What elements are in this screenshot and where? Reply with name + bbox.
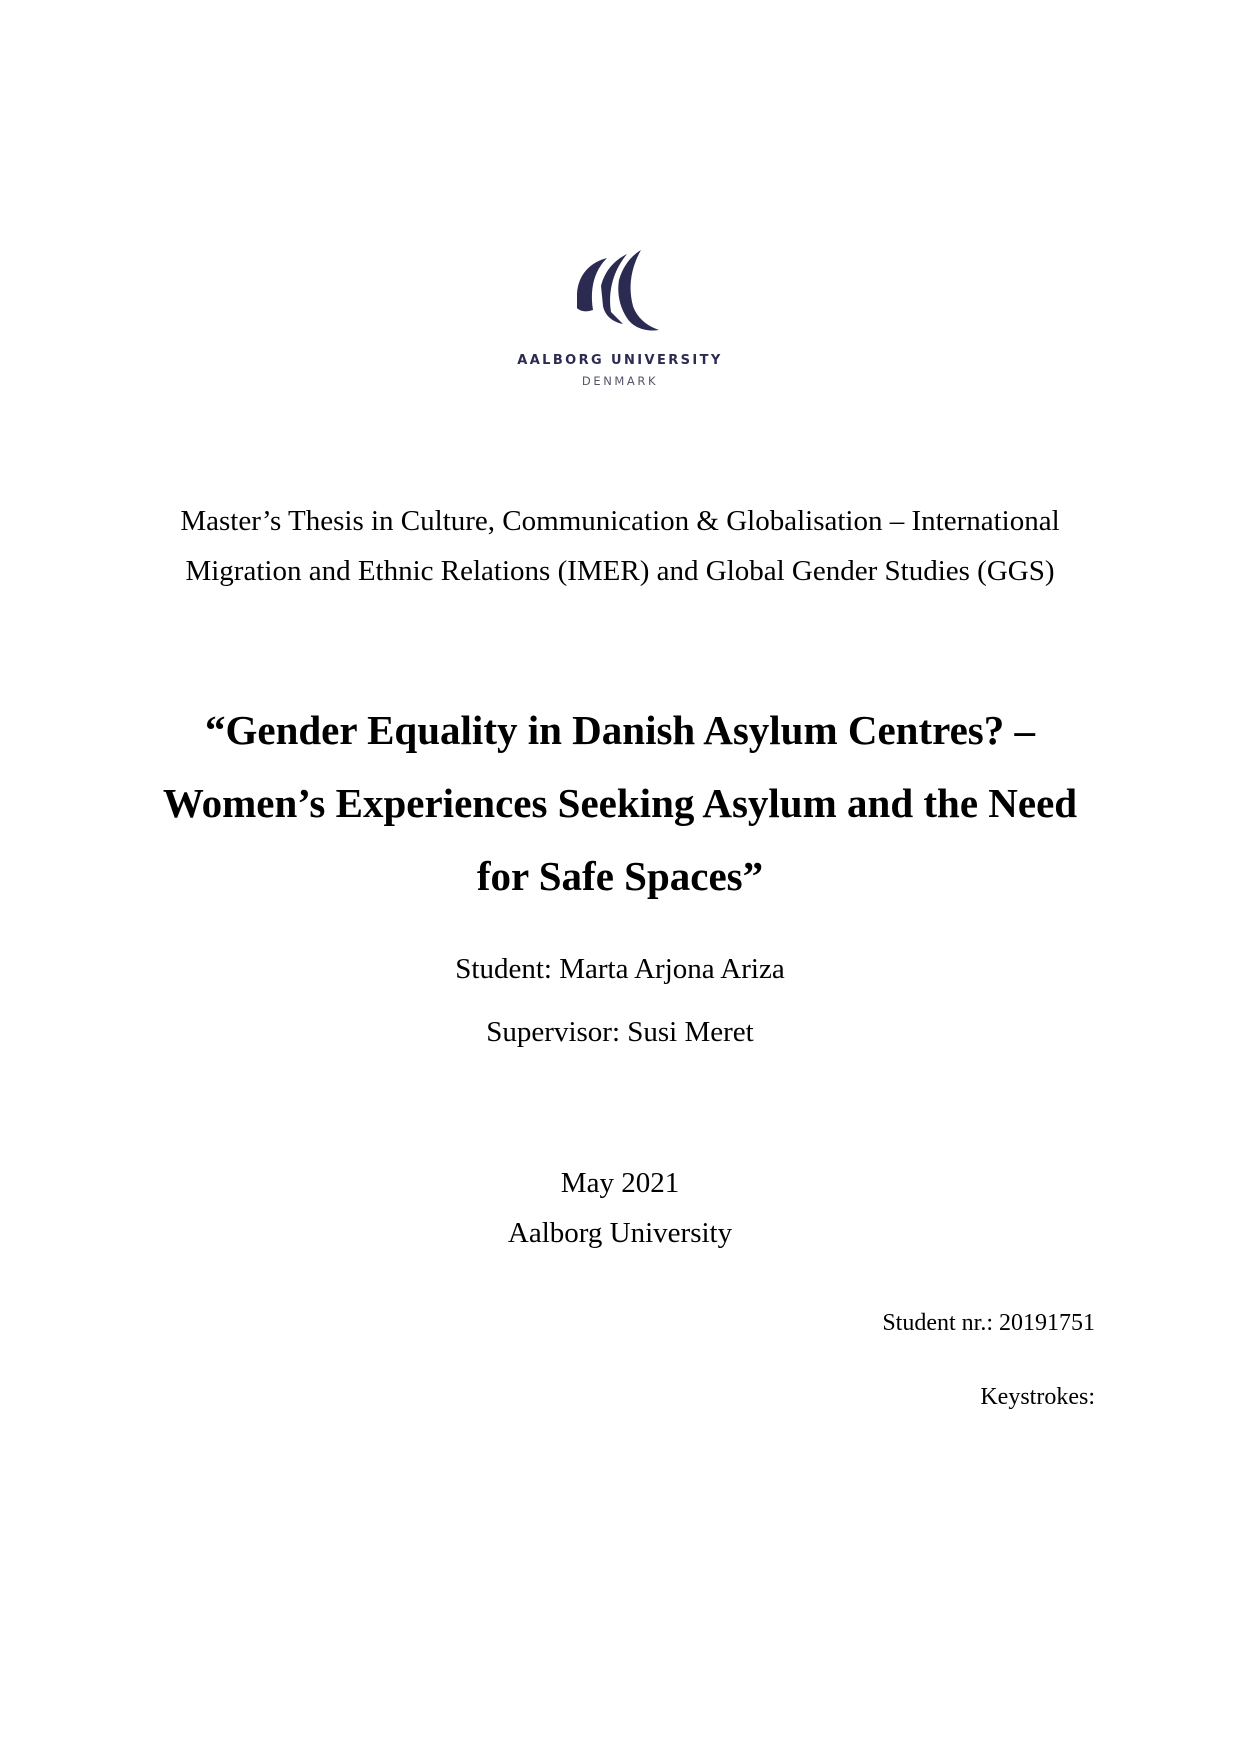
title-line: Women’s Experiences Seeking Asylum and the Need xyxy=(162,780,1078,826)
degree-programme xyxy=(120,496,1120,596)
student-name: Student: Marta Arjona Ariza xyxy=(455,953,785,985)
title-line: “Gender Equality in Danish Asylum Centres? – xyxy=(204,707,1035,753)
degree-line: Master’s Thesis in Culture, Communication & Globalisation – International xyxy=(180,505,1060,537)
submission-date: May 2021 xyxy=(560,1167,680,1199)
logo-university-name: AALBORG UNIVERSITY xyxy=(517,353,723,368)
degree-line: Migration and Ethnic Relations (IMER) and Global Gender Studies (GGS) xyxy=(185,555,1055,587)
university-name: Aalborg University xyxy=(507,1217,733,1249)
logo-country: DENMARK xyxy=(581,374,659,388)
student-number: Student nr.: 20191751 xyxy=(882,1310,1095,1336)
thesis-title xyxy=(100,694,1140,913)
aalborg-waves-logo-icon xyxy=(575,250,665,332)
title-line: for Safe Spaces” xyxy=(476,853,764,899)
university-logo xyxy=(470,250,770,400)
keystrokes-label: Keystrokes: xyxy=(980,1384,1095,1410)
supervisor-name: Supervisor: Susi Meret xyxy=(486,1016,754,1048)
